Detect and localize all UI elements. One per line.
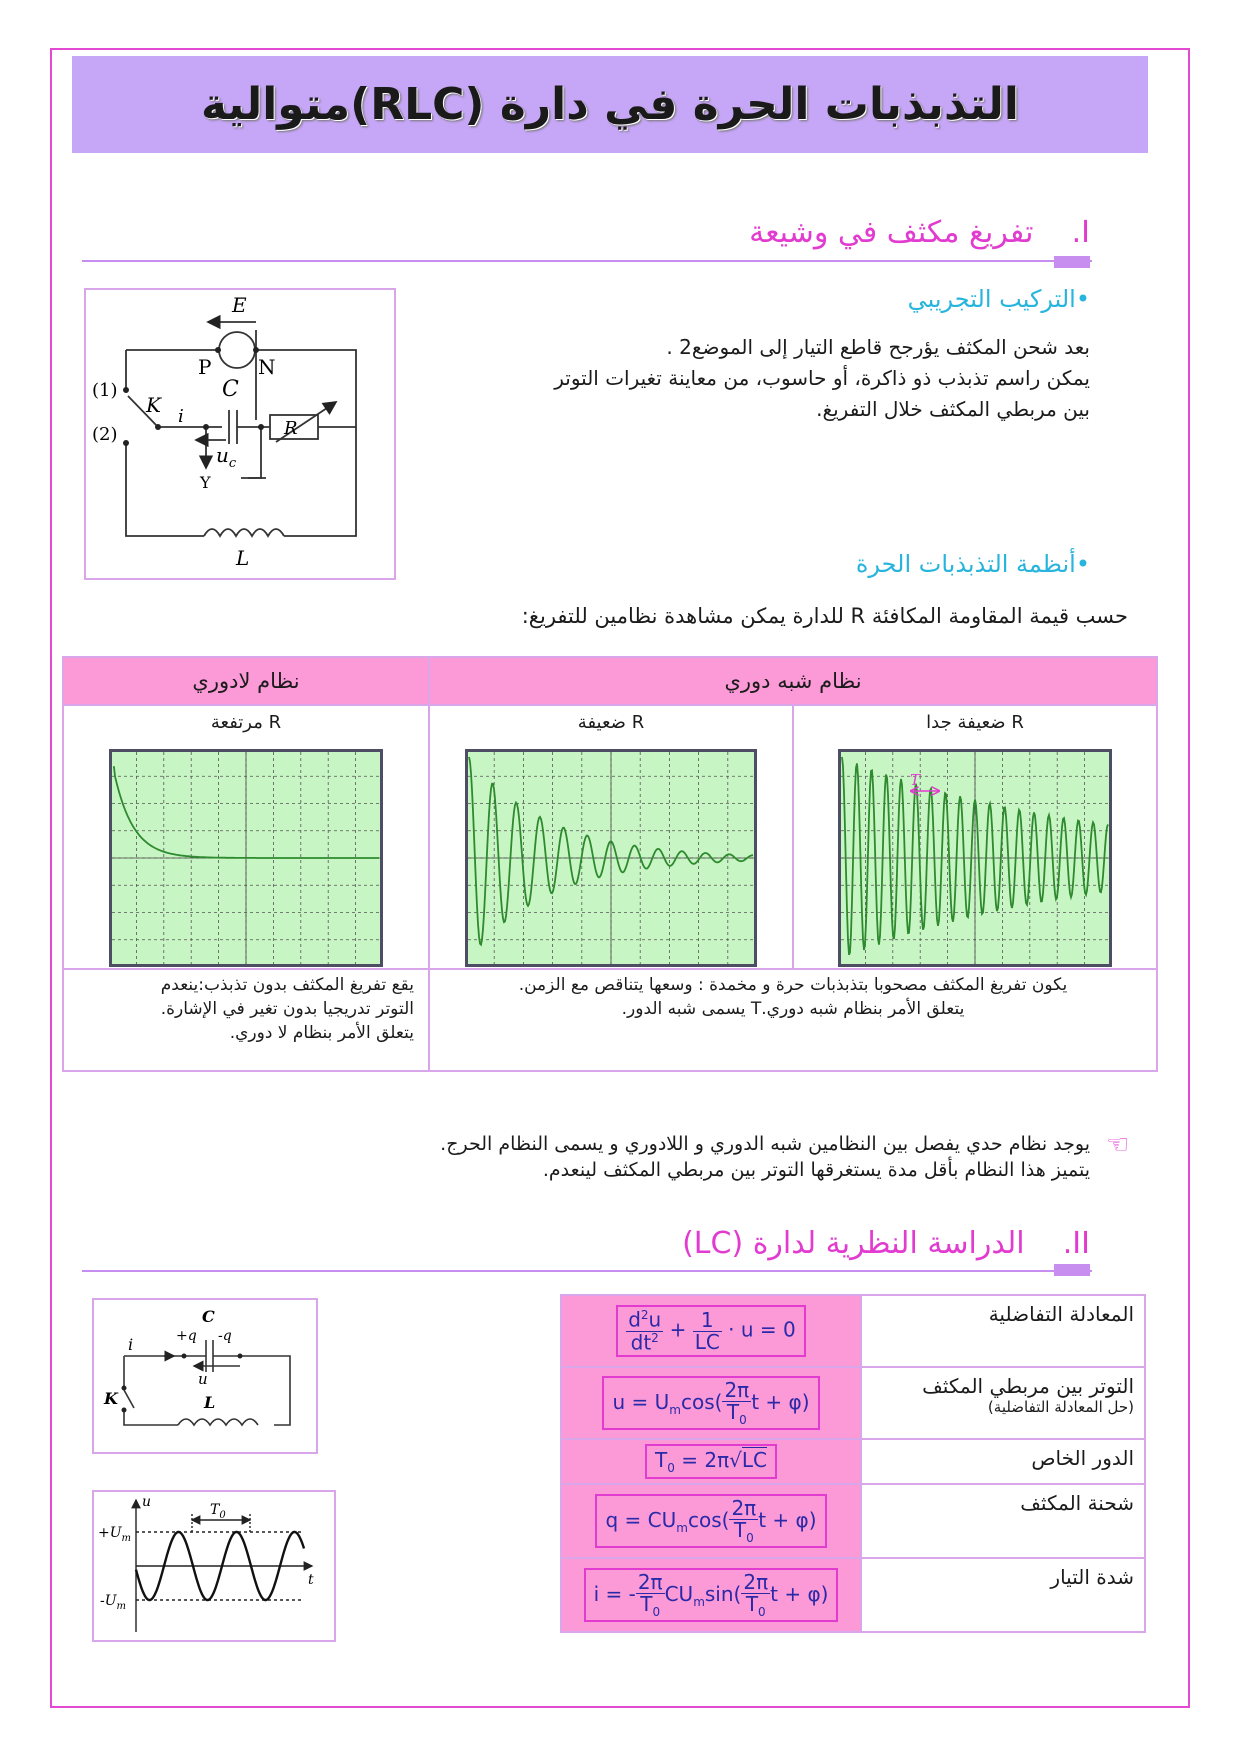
label-T0: $T_0$ [210,1502,226,1521]
regimes-intro: حسب قيمة المقاومة المكافئة R للدارة يمكن مشاهدة نظامين للتفريغ: [521,604,1128,628]
label-L: L [204,1393,216,1412]
critical-regime-note [440,1132,1090,1183]
section-1-title: تفريغ مكثف في وشيعة [749,215,1034,250]
label-minus-Um: $-U_m$ [100,1593,127,1612]
label-uc: $u_c$ [216,443,237,471]
section-1-number: I. [1071,215,1090,250]
formula-label-text: التوتر بين مربطي المكثف [922,1374,1134,1398]
label-C: C [222,377,239,402]
condition-label: R ضعيفة جدا [926,712,1024,733]
formula-label [861,1367,1145,1439]
label-Y: Y [200,473,211,492]
section-2-rule [82,1270,1092,1272]
section-2-title: الدراسة النظرية لدارة (LC) [682,1226,1025,1261]
setup-heading: •التركيب التجريبي [907,285,1090,313]
desc-line: يتعلق الأمر بنظام لا دوري. [229,1022,414,1043]
period-label: T [909,771,920,789]
setup-text [370,332,1090,425]
formula-label: شدة التيار [861,1558,1145,1632]
note-line: يوجد نظام حدي يفصل بين النظامين شبه الدوري و اللادوري و يسمى النظام الحرج. [440,1133,1090,1155]
pointing-hand-icon: ☜ [1106,1130,1130,1160]
lc-waveform-figure [92,1490,336,1642]
formula-differential-equation: $\frac{d^2u}{dt^2}$ + $\frac{1}{LC}$ · u = 0 [561,1295,861,1367]
label-i: i [128,1335,134,1354]
section-1-rule [82,260,1092,262]
label-plus-q: +q [176,1328,197,1344]
section-2-tab [1054,1264,1090,1276]
oscillogram-high-r [109,749,383,967]
lc-circuit-diagram [94,1300,316,1452]
regime-cell-low-r [429,705,793,969]
label-K: K [104,1389,118,1408]
pseudo-periodic-header: نظام شبه دوري [429,657,1157,705]
section-1-tab [1054,256,1090,268]
label-position-1: (1) [92,380,118,401]
label-E: E [232,293,247,317]
note-line: يتميز هذا النظام بأقل مدة يستغرقها التوتر بين مربطي المكثف لينعدم. [542,1158,1090,1181]
formula-label: شحنة المكثف [861,1484,1145,1558]
section-2-number: II. [1062,1226,1090,1261]
label-P: P [198,355,212,379]
oscillogram-very-low-r [838,749,1112,967]
regime-cell-very-low-r [793,705,1157,969]
desc-line: يقع تفريغ المكثف بدون تذبذب:ينعدم [160,975,414,995]
formula-voltage: $u = U_m\cos$( $\frac{2\pi}{T_0}$ t + φ) [561,1367,861,1439]
condition-label: R ضعيفة [577,712,645,733]
desc-line: يكون تفريغ المكثف مصحوبا بتذبذبات حرة و مخمدة : وسعها يتناقص مع الزمن. [518,975,1068,995]
label-N: N [258,355,276,379]
label-C: C [202,1307,215,1326]
setup-line: بعد شحن المكثف يؤرجح قاطع التيار إلى الموضع2 . [666,335,1090,359]
setup-line: يمكن راسم تذبذب ذو ذاكرة، أو حاسوب، من معاينة تغيرات التوتر [554,366,1090,390]
lc-waveform-graph [94,1492,334,1640]
label-plus-Um: $+U_m$ [98,1525,132,1544]
aperiodic-description [63,969,429,1071]
formula-label-note: (حل المعادلة التفاضلية) [987,1398,1134,1416]
title-banner [72,56,1148,153]
desc-line: يتعلق الأمر بنظام شبه دوري.T يسمى شبه الدور. [621,998,965,1019]
condition-label: R مرتفعة [210,712,282,733]
rlc-circuit-diagram [86,290,394,578]
axis-label-t: t [308,1572,314,1588]
rlc-circuit-figure [84,288,396,580]
label-u: u [198,1370,208,1388]
desc-line: التوتر تدريجيا بدون تغير في الإشارة. [160,998,414,1019]
pseudo-periodic-description [429,969,1157,1071]
formula-current: i = - $\frac{2\pi}{T_0}$ $CU_m\sin$( $\frac{2\pi}{T_0}$ t + φ) [561,1558,861,1632]
label-i: i [178,406,184,427]
label-position-2: (2) [92,424,118,445]
formula-charge: $q = CU_m\cos$( $\frac{2\pi}{T_0}$ t + φ) [561,1484,861,1558]
page-title: التذبذبات الحرة في دارة (RLC)متوالية [201,79,1019,130]
regime-cell-high-r [63,705,429,969]
formula-label: المعادلة التفاضلية [861,1295,1145,1367]
formulas-table [560,1294,1146,1633]
formula-label: الدور الخاص [861,1439,1145,1484]
oscillogram-low-r [465,749,757,967]
formula-period: $T_0 = 2\pi√LC$ [561,1439,861,1484]
label-L: L [236,546,250,570]
aperiodic-header: نظام لادوري [63,657,429,705]
regimes-table [62,656,1158,1072]
section-2-heading [682,1226,1090,1261]
regimes-heading: •أنظمة التذبذبات الحرة [855,550,1090,578]
section-1-heading [749,215,1090,250]
label-minus-q: -q [218,1328,232,1344]
lc-circuit-figure [92,1298,318,1454]
setup-line: بين مربطي المكثف خلال التفريغ. [816,397,1090,421]
label-R: R [284,418,298,439]
label-K: K [146,393,161,417]
axis-label-u: u [142,1494,152,1510]
